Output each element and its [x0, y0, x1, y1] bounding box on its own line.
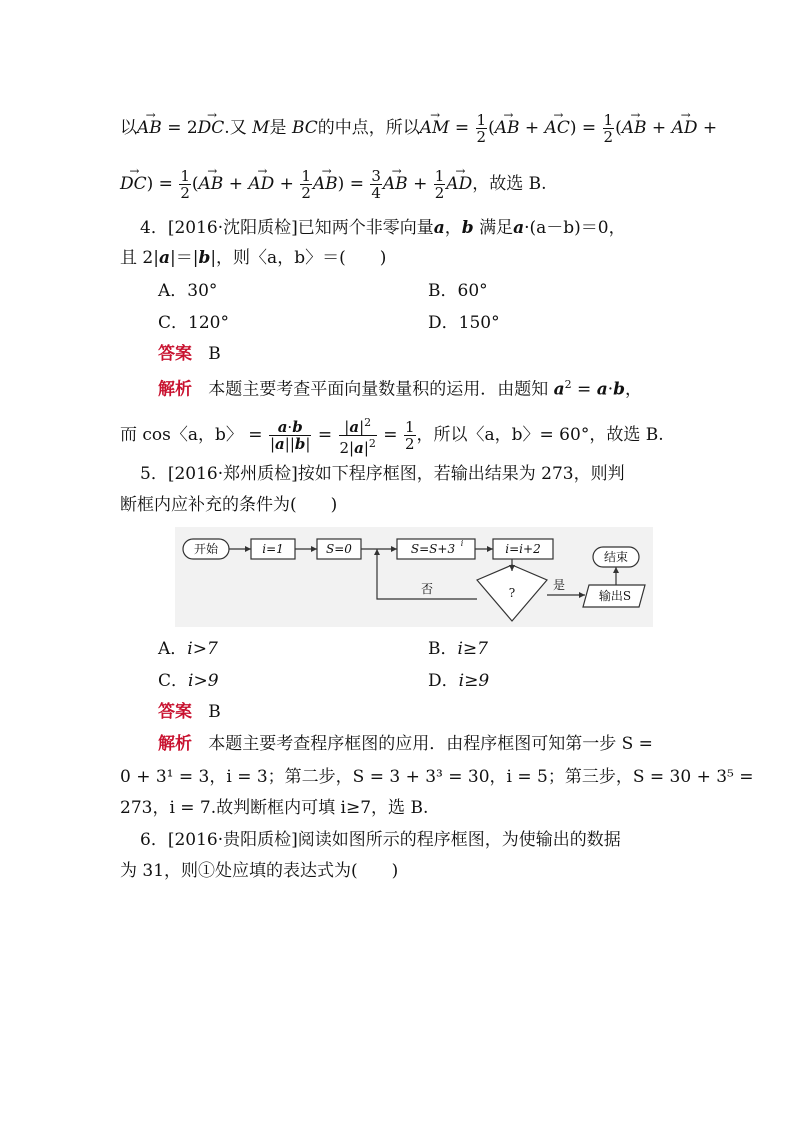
q4-option-c: C．120° [158, 313, 229, 333]
q5-option-c: C．i>9 [158, 671, 219, 691]
flow-no-label: 否 [420, 582, 434, 596]
solution-line-1: 以→ AB = 2→ DC.又 M是 BC的中点，所以→ AM = $\frac{1}{2}$ (→ AB + → AC) = $\frac{1}{2}$ (→ AB + → AD + [120, 112, 717, 145]
flow-update-s-sup: i [460, 539, 464, 548]
q5-option-b: B．i≥7 [428, 639, 488, 659]
flow-update-s-label: S=S+3 [410, 542, 456, 556]
q4-option-b: B．60° [428, 281, 488, 301]
flow-end-label: 结束 [603, 550, 629, 564]
flow-decision-label: ? [508, 586, 516, 600]
solution-line-2: → DC) = $\frac{1}{2}$ (→ AB + → AD + $\frac{1}{2}$ → AB) = $\frac{3}{4}$ → AB + $\frac{1}{2}$ → AD，故选 B. [120, 168, 547, 201]
q4-answer: 答案 B [158, 344, 221, 364]
flowchart [175, 527, 653, 627]
q4-stem-line-2: 且 2|a|＝|b|，则〈a，b〉＝( ) [120, 248, 387, 268]
flow-init-s-label: S=0 [326, 542, 352, 556]
q5-answer: 答案 B [158, 702, 221, 722]
q4-option-d: D．150° [428, 313, 500, 333]
q4-analysis-line-1: 解析 本题主要考查平面向量数量积的运用．由题知 $a^2 = a\cdot b$， [158, 378, 643, 400]
q5-option-d: D．i≥9 [428, 671, 490, 691]
q5-analysis-line-3: 273，i = 7.故判断框内可填 i≥7，选 B. [120, 798, 429, 818]
flow-output-label: 输出S [598, 589, 632, 603]
q4-analysis-line-2: 而 cos〈a，b〉 = $\frac{a\cdot b}{|a||b|}$ = $\frac{|a|^2}{2|a|^2}$ = $\frac{1}{2}$ ，所以〈a，b〉= 60°，故选 B. [120, 416, 664, 457]
q4-option-a: A．30° [158, 281, 218, 301]
q5-stem-line-1: 5．[2016·郑州质检]按如下程序框图，若输出结果为 273，则判 [140, 464, 625, 484]
flow-start-label: 开始 [193, 542, 219, 556]
flow-update-i-label: i=i+2 [505, 542, 541, 556]
flow-init-i-label: i=1 [262, 542, 284, 556]
q5-analysis-line-2: 0 + 3¹ = 3，i = 3；第二步，S = 3 + 3³ = 30，i = 5；第三步，S = 30 + 3⁵ = [120, 767, 754, 787]
q4-stem-line-1: 4．[2016·沈阳质检]已知两个非零向量a，b 满足a·(a－b)＝0， [140, 218, 626, 238]
q5-option-a: A．i>7 [158, 639, 218, 659]
q6-stem-line-1: 6．[2016·贵阳质检]阅读如图所示的程序框图，为使输出的数据 [140, 830, 621, 850]
flow-yes-label: 是 [552, 578, 566, 592]
q5-stem-line-2: 断框内应补充的条件为( ) [120, 495, 338, 515]
q6-stem-line-2: 为 31，则①处应填的表达式为( ) [120, 861, 399, 881]
q5-analysis-line-1: 解析 本题主要考查程序框图的应用．由程序框图可知第一步 S = [158, 734, 653, 754]
